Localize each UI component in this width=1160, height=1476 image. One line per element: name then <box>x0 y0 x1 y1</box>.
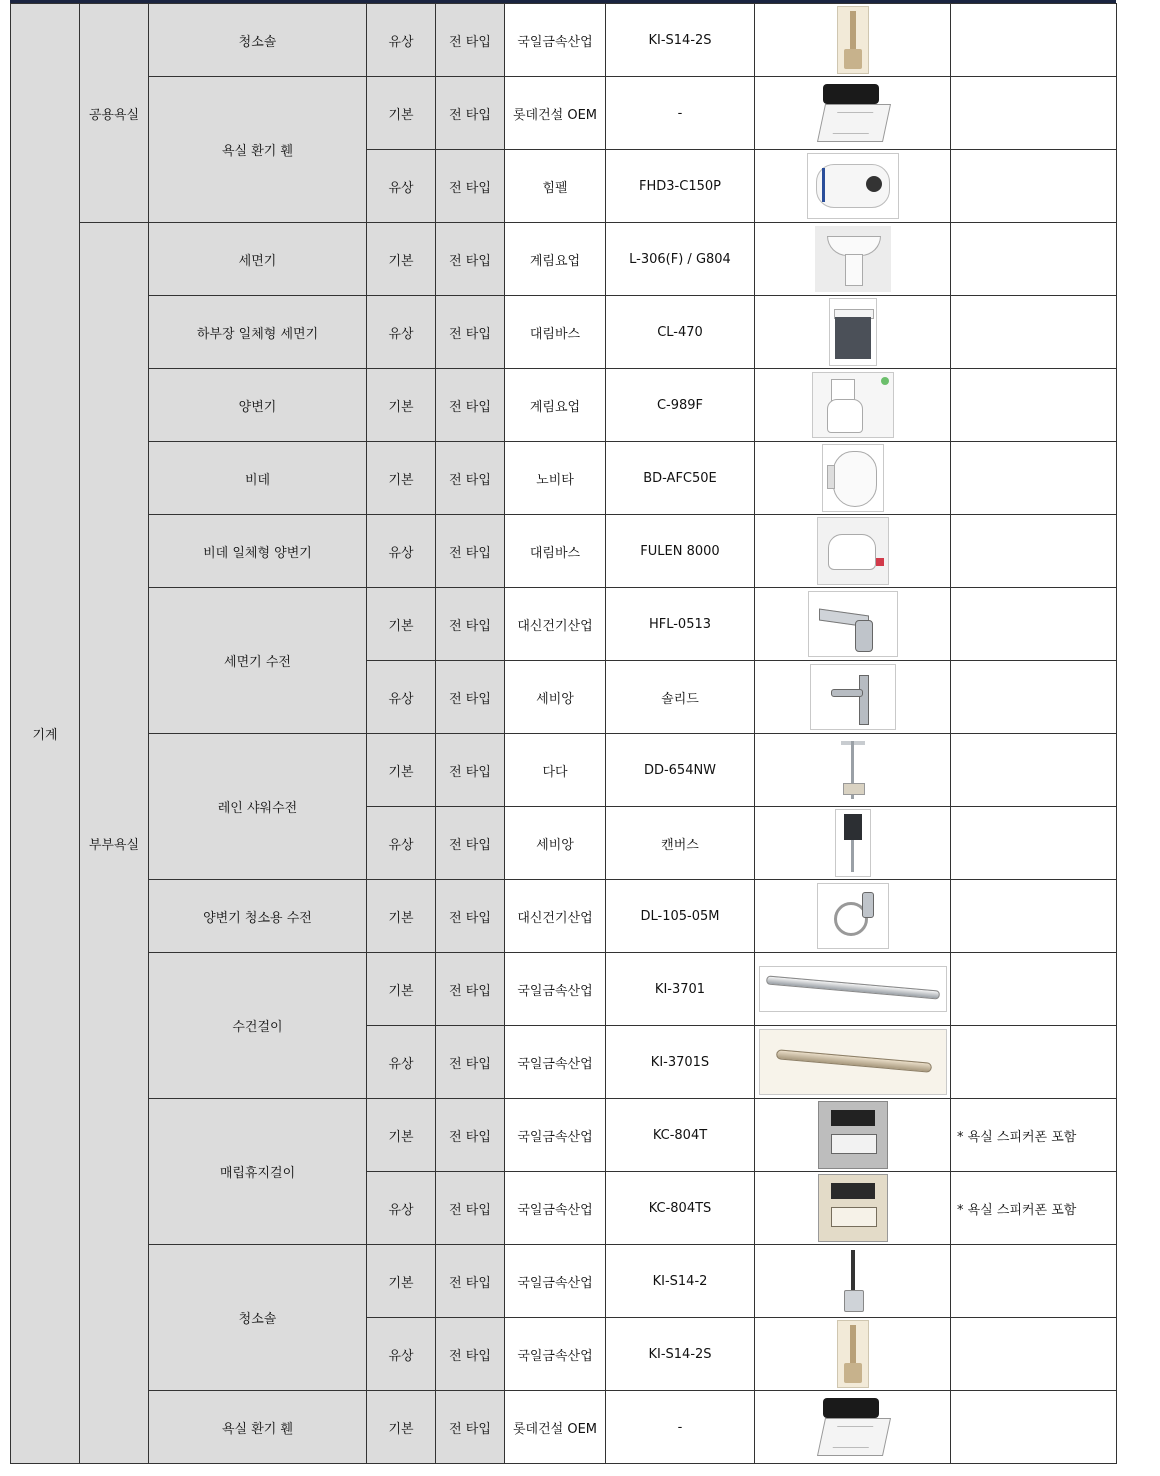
type-cell: 전 타입 <box>436 296 505 369</box>
basin-faucet-tall-image <box>810 690 896 705</box>
model-cell: KI-3701S <box>606 1026 755 1099</box>
towel-bar-gold-image <box>759 1055 947 1070</box>
type-cell: 전 타입 <box>436 1391 505 1464</box>
table-row <box>11 1099 1117 1172</box>
image-cell <box>755 1099 951 1172</box>
note-cell <box>951 807 1117 880</box>
image-cell <box>755 77 951 150</box>
note-cell: * 욕실 스피커폰 포함 <box>951 1099 1117 1172</box>
table-row <box>11 1391 1117 1464</box>
grade-cell: 유상 <box>367 661 436 734</box>
table-row <box>11 369 1117 442</box>
image-cell <box>755 880 951 953</box>
image-cell <box>755 661 951 734</box>
smart-toilet-image <box>817 544 889 559</box>
note-cell: * 욕실 스피커폰 포함 <box>951 1172 1117 1245</box>
model-cell: KC-804T <box>606 1099 755 1172</box>
towel-bar-chrome-image <box>759 982 947 997</box>
grade-cell: 유상 <box>367 515 436 588</box>
type-cell: 전 타입 <box>436 150 505 223</box>
grade-cell: 유상 <box>367 1026 436 1099</box>
ventilation-fan-white-image <box>807 179 899 194</box>
model-cell: - <box>606 77 755 150</box>
item-name-cell: 욕실 환기 휀 <box>149 77 367 223</box>
model-cell: FULEN 8000 <box>606 515 755 588</box>
model-cell: DD-654NW <box>606 734 755 807</box>
note-cell <box>951 588 1117 661</box>
type-cell: 전 타입 <box>436 734 505 807</box>
table-row <box>11 953 1117 1026</box>
image-cell <box>755 953 951 1026</box>
item-name-cell: 양변기 <box>149 369 367 442</box>
grade-cell: 기본 <box>367 369 436 442</box>
maker-cell: 국일금속산업 <box>505 953 606 1026</box>
type-cell: 전 타입 <box>436 1318 505 1391</box>
model-cell: - <box>606 1391 755 1464</box>
toilet-brush-image <box>840 1274 866 1289</box>
image-cell <box>755 588 951 661</box>
note-cell <box>951 515 1117 588</box>
model-cell: FHD3-C150P <box>606 150 755 223</box>
image-cell <box>755 296 951 369</box>
vanity-basin-image <box>829 325 877 340</box>
note-cell <box>951 150 1117 223</box>
model-cell: 캔버스 <box>606 807 755 880</box>
note-cell <box>951 4 1117 77</box>
grade-cell: 기본 <box>367 1391 436 1464</box>
toilet-image <box>812 398 894 413</box>
maker-cell: 롯데건설 OEM <box>505 1391 606 1464</box>
model-cell: CL-470 <box>606 296 755 369</box>
grade-cell: 기본 <box>367 223 436 296</box>
item-name-cell: 세면기 <box>149 223 367 296</box>
location-cell: 부부욕실 <box>80 223 149 1464</box>
maker-cell: 대신건기산업 <box>505 588 606 661</box>
maker-cell: 국일금속산업 <box>505 1318 606 1391</box>
maker-cell: 롯데건설 OEM <box>505 77 606 150</box>
image-cell <box>755 223 951 296</box>
type-cell: 전 타입 <box>436 223 505 296</box>
model-cell: KC-804TS <box>606 1172 755 1245</box>
note-cell <box>951 734 1117 807</box>
grade-cell: 기본 <box>367 734 436 807</box>
model-cell: BD-AFC50E <box>606 442 755 515</box>
maker-cell: 세비앙 <box>505 807 606 880</box>
note-cell <box>951 661 1117 734</box>
grade-cell: 기본 <box>367 953 436 1026</box>
shower-panel-image <box>835 836 871 851</box>
item-name-cell: 청소솔 <box>149 4 367 77</box>
item-name-cell: 레인 샤워수전 <box>149 734 367 880</box>
model-cell: 솔리드 <box>606 661 755 734</box>
paper-holder-image <box>818 1128 888 1143</box>
ventilation-fan-image <box>815 1420 891 1435</box>
image-cell <box>755 1318 951 1391</box>
toilet-brush-gold-image <box>837 1347 869 1362</box>
model-cell: DL-105-05M <box>606 880 755 953</box>
item-name-cell: 비데 일체형 양변기 <box>149 515 367 588</box>
image-cell <box>755 1026 951 1099</box>
location-cell: 공용욕실 <box>80 4 149 223</box>
image-cell <box>755 807 951 880</box>
model-cell: C-989F <box>606 369 755 442</box>
item-name-cell: 청소솔 <box>149 1245 367 1391</box>
table-row <box>11 4 1117 77</box>
maker-cell: 대신건기산업 <box>505 880 606 953</box>
note-cell <box>951 1245 1117 1318</box>
type-cell: 전 타입 <box>436 807 505 880</box>
table-row <box>11 296 1117 369</box>
grade-cell: 유상 <box>367 807 436 880</box>
table-row <box>11 223 1117 296</box>
note-cell <box>951 1026 1117 1099</box>
note-cell <box>951 223 1117 296</box>
grade-cell: 유상 <box>367 296 436 369</box>
grade-cell: 기본 <box>367 880 436 953</box>
table-row <box>11 734 1117 807</box>
table-row <box>11 880 1117 953</box>
maker-cell: 노비타 <box>505 442 606 515</box>
type-cell: 전 타입 <box>436 442 505 515</box>
item-name-cell: 세면기 수전 <box>149 588 367 734</box>
image-cell <box>755 1245 951 1318</box>
category-cell: 기계 <box>11 4 80 1464</box>
maker-cell: 국일금속산업 <box>505 1026 606 1099</box>
grade-cell: 기본 <box>367 1099 436 1172</box>
item-name-cell: 매립휴지걸이 <box>149 1099 367 1245</box>
ventilation-fan-image <box>815 106 891 121</box>
grade-cell: 기본 <box>367 77 436 150</box>
maker-cell: 세비앙 <box>505 661 606 734</box>
note-cell <box>951 1391 1117 1464</box>
grade-cell: 기본 <box>367 442 436 515</box>
maker-cell: 힘펠 <box>505 150 606 223</box>
note-cell <box>951 296 1117 369</box>
type-cell: 전 타입 <box>436 369 505 442</box>
model-cell: L-306(F) / G804 <box>606 223 755 296</box>
bidet-seat-image <box>822 471 884 486</box>
type-cell: 전 타입 <box>436 588 505 661</box>
image-cell <box>755 442 951 515</box>
table-row <box>11 442 1117 515</box>
type-cell: 전 타입 <box>436 1172 505 1245</box>
image-cell <box>755 150 951 223</box>
item-name-cell: 하부장 일체형 세면기 <box>149 296 367 369</box>
table-row <box>11 515 1117 588</box>
image-cell <box>755 515 951 588</box>
maker-cell: 다다 <box>505 734 606 807</box>
note-cell <box>951 1318 1117 1391</box>
type-cell: 전 타입 <box>436 953 505 1026</box>
image-cell <box>755 1172 951 1245</box>
maker-cell: 계림요업 <box>505 223 606 296</box>
image-cell <box>755 369 951 442</box>
grade-cell: 유상 <box>367 150 436 223</box>
maker-cell: 국일금속산업 <box>505 1245 606 1318</box>
paper-holder-gold-image <box>818 1201 888 1216</box>
basin-faucet-image <box>808 617 898 632</box>
grade-cell: 유상 <box>367 1172 436 1245</box>
image-cell <box>755 4 951 77</box>
table-row <box>11 77 1117 150</box>
model-cell: KI-3701 <box>606 953 755 1026</box>
model-cell: HFL-0513 <box>606 588 755 661</box>
type-cell: 전 타입 <box>436 880 505 953</box>
type-cell: 전 타입 <box>436 1026 505 1099</box>
note-cell <box>951 880 1117 953</box>
model-cell: KI-S14-2 <box>606 1245 755 1318</box>
maker-cell: 대림바스 <box>505 296 606 369</box>
rain-shower-image <box>839 763 867 778</box>
image-cell <box>755 1391 951 1464</box>
item-name-cell: 수건걸이 <box>149 953 367 1099</box>
maker-cell: 국일금속산업 <box>505 1172 606 1245</box>
model-cell: KI-S14-2S <box>606 1318 755 1391</box>
item-name-cell: 욕실 환기 휀 <box>149 1391 367 1464</box>
image-cell <box>755 734 951 807</box>
type-cell: 전 타입 <box>436 1099 505 1172</box>
table-row <box>11 588 1117 661</box>
maker-cell: 대림바스 <box>505 515 606 588</box>
type-cell: 전 타입 <box>436 661 505 734</box>
model-cell: KI-S14-2S <box>606 4 755 77</box>
type-cell: 전 타입 <box>436 77 505 150</box>
maker-cell: 국일금속산업 <box>505 4 606 77</box>
note-cell <box>951 369 1117 442</box>
item-name-cell: 양변기 청소용 수전 <box>149 880 367 953</box>
toilet-brush-gold-image <box>837 33 869 48</box>
spec-table <box>10 3 1117 1464</box>
note-cell <box>951 77 1117 150</box>
maker-cell: 계림요업 <box>505 369 606 442</box>
grade-cell: 유상 <box>367 1318 436 1391</box>
grade-cell: 유상 <box>367 4 436 77</box>
note-cell <box>951 953 1117 1026</box>
type-cell: 전 타입 <box>436 1245 505 1318</box>
table-row <box>11 1245 1117 1318</box>
bidet-sprayer-image <box>817 909 889 924</box>
grade-cell: 기본 <box>367 1245 436 1318</box>
maker-cell: 국일금속산업 <box>505 1099 606 1172</box>
type-cell: 전 타입 <box>436 515 505 588</box>
type-cell: 전 타입 <box>436 4 505 77</box>
note-cell <box>951 442 1117 515</box>
washbasin-image <box>815 252 891 267</box>
grade-cell: 기본 <box>367 588 436 661</box>
item-name-cell: 비데 <box>149 442 367 515</box>
